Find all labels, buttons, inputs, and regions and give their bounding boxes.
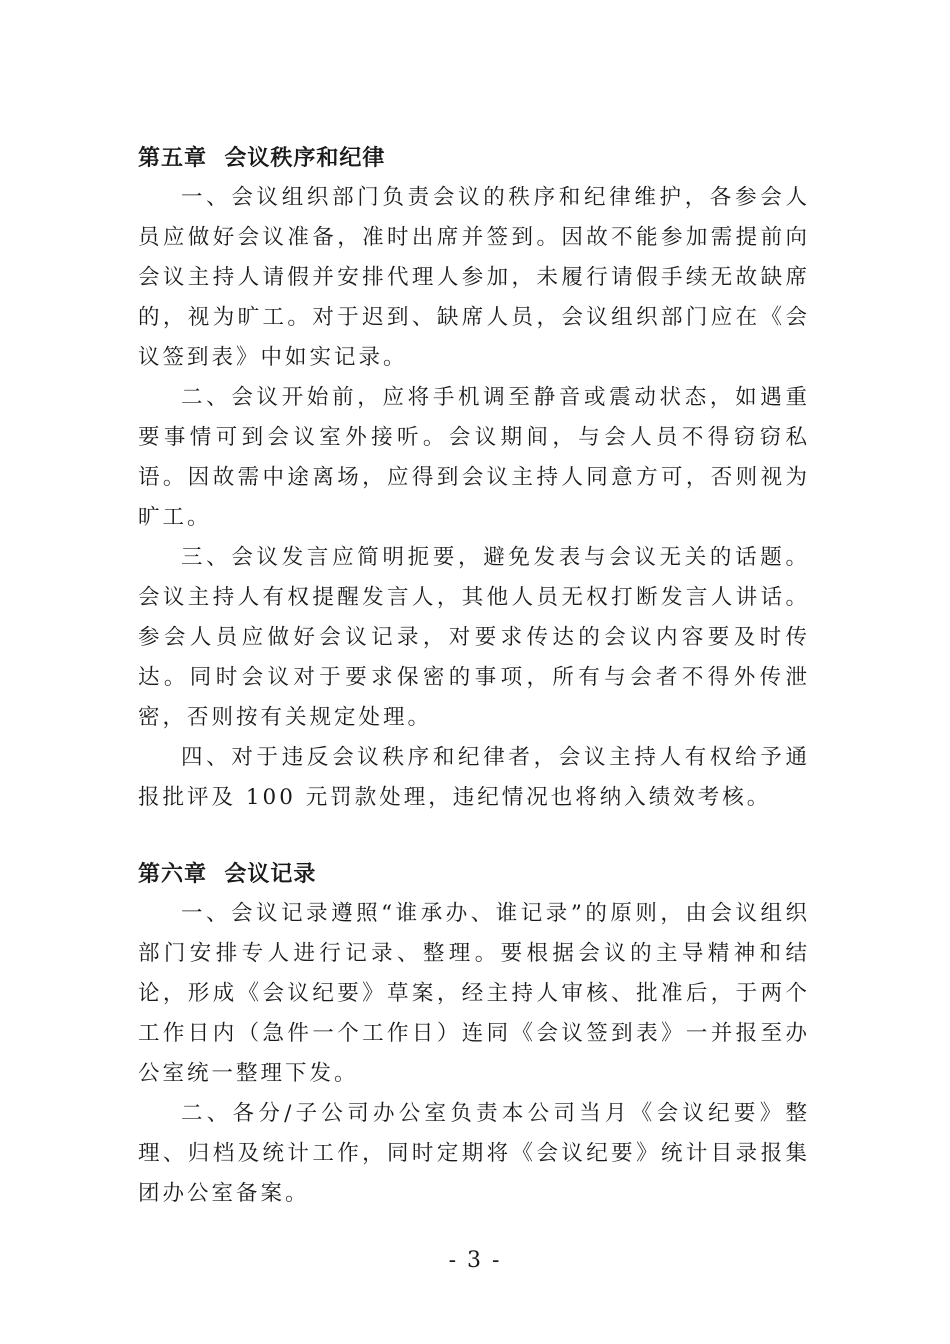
chapter-5-paragraph-3: 三、会议发言应简明扼要，避免发表与会议无关的话题。会议主持人有权提醒发言人，其他人员无权打断发言人讲话。参会人员应做好会议记录，对要求传达的会议内容要及时传达。同时会议对于要求保密的事项，所有与会者不得外传泄密，否则按有关规定处理。 <box>138 545 810 730</box>
chapter-6-paragraph-1: 一、会议记录遵照“谁承办、谁记录”的原则，由会议组织部门安排专人进行记录、整理。要根据会议的主导精神和结论，形成《会议纪要》草案，经主持人审核、批准后，于两个工作日内（急件一个工作日）连同《会议签到表》一并报至办公室统一整理下发。 <box>138 901 810 1086</box>
chapter-6-paragraph-2: 二、各分/子公司办公室负责本公司当月《会议纪要》整理、归档及统计工作，同时定期将《会议纪要》统计目录报集团办公室备案。 <box>138 1101 810 1206</box>
chapter-5-paragraph-1: 一、会议组织部门负责会议的秩序和纪律维护，各参会人员应做好会议准备，准时出席并签到。因故不能参加需提前向会议主持人请假并安排代理人参加，未履行请假手续无故缺席的，视为旷工。对于迟到、缺席人员，会议组织部门应在《会议签到表》中如实记录。 <box>138 185 810 370</box>
chapter-5-title: 第五章 会议秩序和纪律 <box>138 145 386 171</box>
chapter-6-title: 第六章 会议记录 <box>138 861 317 887</box>
document-page <box>138 138 810 1214</box>
chapter-5-paragraph-4: 四、对于违反会议秩序和纪律者，会议主持人有权给予通报批评及 100 元罚款处理，违纪情况也将纳入绩效考核。 <box>138 745 810 810</box>
chapter-5-section <box>138 138 810 818</box>
chapter-6-section <box>138 854 810 1214</box>
chapter-5-paragraph-2: 二、会议开始前，应将手机调至静音或震动状态，如遇重要事情可到会议室外接听。会议期间，与会人员不得窃窃私语。因故需中途离场，应得到会议主持人同意方可，否则视为旷工。 <box>138 385 810 530</box>
page-number: - 3 - <box>448 1248 502 1273</box>
